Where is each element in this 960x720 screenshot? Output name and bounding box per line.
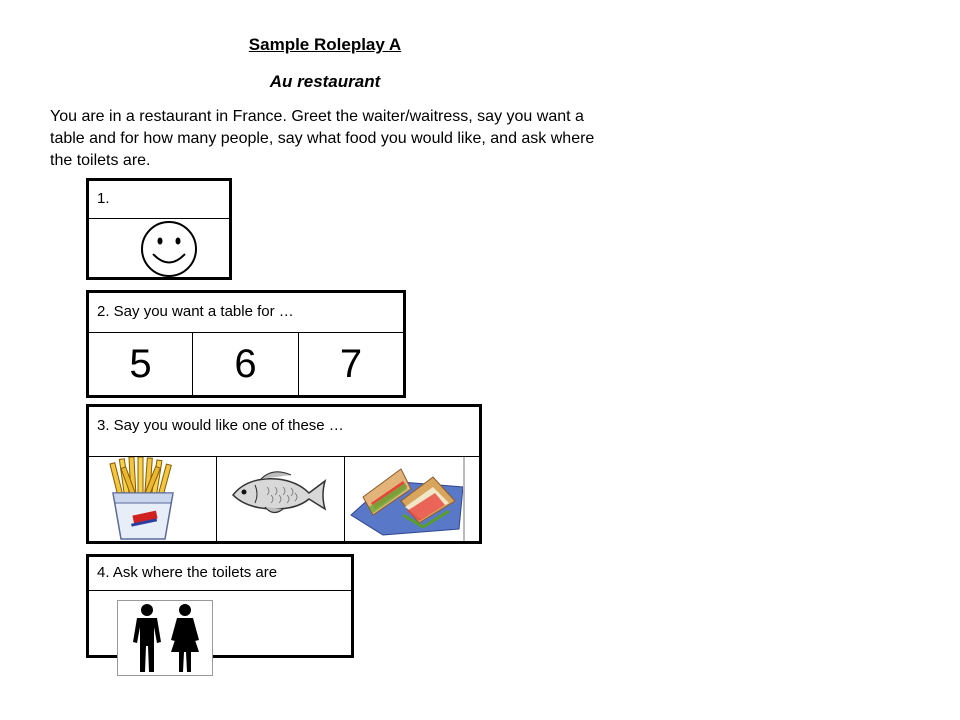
- task-2-box: [86, 290, 406, 398]
- number-7: 7: [339, 341, 363, 386]
- page-title: Sample Roleplay A: [248, 35, 402, 54]
- instructions-text: You are in a restaurant in France. Greet the waiter/waitress, say you want a table and for how many people, say what food you would like, and ask where the toilets are.: [50, 108, 595, 169]
- french-fries-icon: [89, 457, 216, 541]
- food-cell-sandwich: [345, 457, 479, 541]
- number-cell-5: [89, 333, 193, 395]
- task-3-label: 3. Say you would like one of these …: [89, 407, 479, 457]
- number-6: 6: [234, 341, 257, 386]
- sandwich-icon: [345, 457, 479, 541]
- number-5: 5: [129, 341, 152, 386]
- food-cell-fries: [89, 457, 217, 541]
- task-1-picture-cell: [89, 219, 229, 277]
- number-cell-7: [299, 333, 403, 395]
- task-3-box: [86, 404, 482, 544]
- fish-icon: [217, 457, 344, 541]
- task-1-label: 1.: [89, 181, 229, 219]
- food-cell-fish: [217, 457, 345, 541]
- task-1-box: [86, 178, 232, 280]
- task-4-label: 4. Ask where the toilets are: [89, 557, 351, 591]
- number-cell-6: [193, 333, 299, 395]
- task-2-label: 2. Say you want a table for …: [89, 293, 403, 333]
- toilets-sign-icon: [117, 600, 213, 676]
- page-subtitle: Au restaurant: [269, 72, 381, 91]
- smiley-face-icon: [89, 219, 229, 277]
